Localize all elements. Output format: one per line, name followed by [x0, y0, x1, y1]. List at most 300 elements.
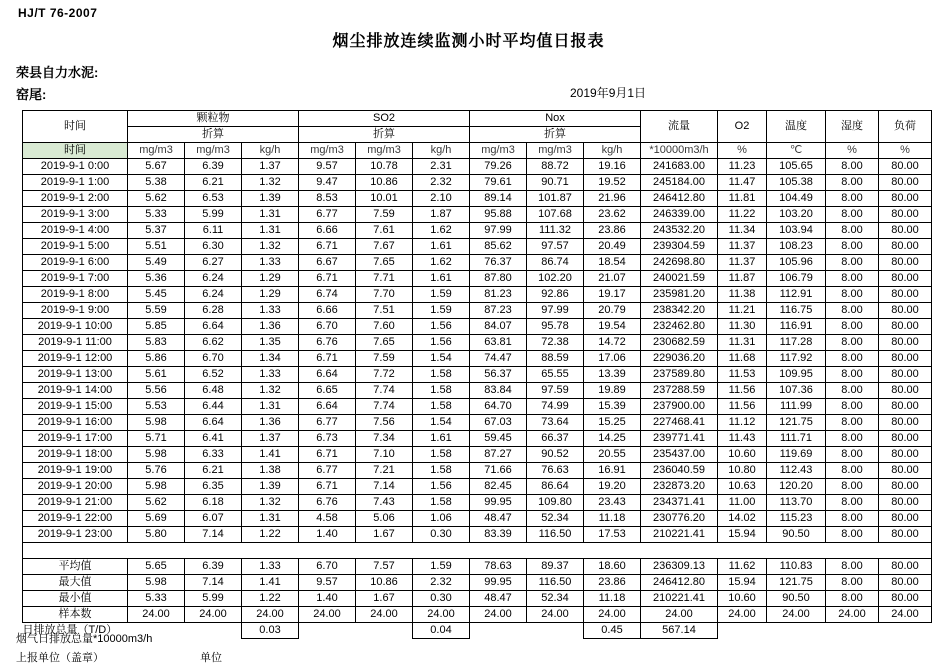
row-value-cell: 8.00	[826, 319, 879, 335]
daily-total-value	[879, 623, 932, 639]
row-value-cell: 111.99	[767, 399, 826, 415]
row-value-cell: 1.58	[413, 367, 470, 383]
table-row	[23, 415, 932, 431]
summary-value-cell: 7.57	[356, 559, 413, 575]
row-value-cell: 1.32	[242, 175, 299, 191]
row-value-cell: 85.62	[470, 239, 527, 255]
row-value-cell: 95.88	[470, 207, 527, 223]
row-value-cell: 86.74	[527, 255, 584, 271]
row-time-cell: 2019-9-1 17:00	[23, 431, 128, 447]
row-value-cell: 246412.80	[641, 191, 718, 207]
row-value-cell: 5.71	[128, 431, 185, 447]
row-value-cell: 1.54	[413, 351, 470, 367]
summary-label-cell: 样本数	[23, 607, 128, 623]
table-row	[23, 479, 932, 495]
table-unit-cell: mg/m3	[356, 143, 413, 159]
row-value-cell: 8.00	[826, 383, 879, 399]
row-value-cell: 1.67	[356, 527, 413, 543]
row-value-cell: 6.64	[299, 367, 356, 383]
table-row	[23, 431, 932, 447]
row-value-cell: 80.00	[879, 335, 932, 351]
row-value-cell: 20.49	[584, 239, 641, 255]
row-value-cell: 21.07	[584, 271, 641, 287]
row-value-cell: 8.00	[826, 159, 879, 175]
row-value-cell: 6.71	[299, 239, 356, 255]
row-value-cell: 80.00	[879, 239, 932, 255]
summary-label-cell: 平均值	[23, 559, 128, 575]
row-value-cell: 6.28	[185, 303, 242, 319]
row-value-cell: 84.07	[470, 319, 527, 335]
row-value-cell: 239304.59	[641, 239, 718, 255]
row-value-cell: 20.55	[584, 447, 641, 463]
summary-value-cell: 116.50	[527, 575, 584, 591]
daily-total-value: 0.03	[242, 623, 299, 639]
row-time-cell: 2019-9-1 2:00	[23, 191, 128, 207]
summary-value-cell: 246412.80	[641, 575, 718, 591]
row-value-cell: 116.91	[767, 319, 826, 335]
table-row	[23, 191, 932, 207]
row-value-cell: 6.77	[299, 463, 356, 479]
row-value-cell: 104.49	[767, 191, 826, 207]
summary-value-cell: 6.39	[185, 559, 242, 575]
row-value-cell: 87.23	[470, 303, 527, 319]
row-value-cell: 5.98	[128, 447, 185, 463]
row-value-cell: 112.43	[767, 463, 826, 479]
spacer-cell	[584, 543, 641, 559]
summary-value-cell: 24.00	[879, 607, 932, 623]
row-value-cell: 81.23	[470, 287, 527, 303]
row-value-cell: 80.00	[879, 431, 932, 447]
row-value-cell: 19.52	[584, 175, 641, 191]
row-value-cell: 79.61	[470, 175, 527, 191]
row-value-cell: 101.87	[527, 191, 584, 207]
row-value-cell: 5.45	[128, 287, 185, 303]
row-value-cell: 80.00	[879, 191, 932, 207]
row-value-cell: 8.00	[826, 463, 879, 479]
row-value-cell: 7.14	[185, 527, 242, 543]
row-value-cell: 105.65	[767, 159, 826, 175]
summary-value-cell: 11.62	[718, 559, 767, 575]
summary-value-cell: 1.67	[356, 591, 413, 607]
table-unit-cell: %	[718, 143, 767, 159]
row-value-cell: 1.59	[413, 287, 470, 303]
summary-value-cell: 236309.13	[641, 559, 718, 575]
row-value-cell: 7.65	[356, 335, 413, 351]
row-value-cell: 1.34	[242, 351, 299, 367]
summary-value-cell: 5.99	[185, 591, 242, 607]
row-value-cell: 6.24	[185, 271, 242, 287]
row-value-cell: 11.34	[718, 223, 767, 239]
table-row	[23, 207, 932, 223]
spacer-cell	[299, 543, 356, 559]
row-value-cell: 67.03	[470, 415, 527, 431]
row-time-cell: 2019-9-1 4:00	[23, 223, 128, 239]
table-unit-cell: mg/m3	[128, 143, 185, 159]
row-value-cell: 109.95	[767, 367, 826, 383]
row-time-cell: 2019-9-1 7:00	[23, 271, 128, 287]
row-value-cell: 15.39	[584, 399, 641, 415]
row-value-cell: 89.14	[470, 191, 527, 207]
row-value-cell: 1.41	[242, 447, 299, 463]
row-value-cell: 80.00	[879, 287, 932, 303]
row-value-cell: 11.68	[718, 351, 767, 367]
summary-value-cell: 210221.41	[641, 591, 718, 607]
row-value-cell: 241683.00	[641, 159, 718, 175]
row-value-cell: 97.57	[527, 239, 584, 255]
row-time-cell: 2019-9-1 15:00	[23, 399, 128, 415]
row-value-cell: 88.72	[527, 159, 584, 175]
row-value-cell: 11.18	[584, 511, 641, 527]
table-row	[23, 367, 932, 383]
summary-value-cell: 24.00	[356, 607, 413, 623]
row-value-cell: 230682.59	[641, 335, 718, 351]
table-header-time: 时间	[23, 143, 128, 159]
table-summary-row	[23, 607, 932, 623]
row-value-cell: 80.00	[879, 255, 932, 271]
row-value-cell: 8.00	[826, 399, 879, 415]
row-value-cell: 1.58	[413, 447, 470, 463]
row-value-cell: 1.40	[299, 527, 356, 543]
row-value-cell: 11.00	[718, 495, 767, 511]
table-unit-cell: kg/h	[413, 143, 470, 159]
row-value-cell: 90.71	[527, 175, 584, 191]
row-value-cell: 80.00	[879, 399, 932, 415]
row-value-cell: 6.21	[185, 175, 242, 191]
row-value-cell: 8.00	[826, 335, 879, 351]
row-value-cell: 7.59	[356, 351, 413, 367]
row-value-cell: 59.45	[470, 431, 527, 447]
row-value-cell: 1.58	[413, 463, 470, 479]
row-value-cell: 121.75	[767, 415, 826, 431]
row-time-cell: 2019-9-1 9:00	[23, 303, 128, 319]
row-value-cell: 18.54	[584, 255, 641, 271]
row-value-cell: 1.62	[413, 255, 470, 271]
row-value-cell: 119.69	[767, 447, 826, 463]
table-row	[23, 159, 932, 175]
row-value-cell: 1.36	[242, 319, 299, 335]
row-value-cell: 1.31	[242, 207, 299, 223]
row-value-cell: 102.20	[527, 271, 584, 287]
row-value-cell: 14.25	[584, 431, 641, 447]
row-value-cell: 6.71	[299, 447, 356, 463]
row-value-cell: 8.53	[299, 191, 356, 207]
row-value-cell: 236040.59	[641, 463, 718, 479]
daily-total-value	[185, 623, 242, 639]
row-value-cell: 1.32	[242, 383, 299, 399]
row-time-cell: 2019-9-1 16:00	[23, 415, 128, 431]
row-value-cell: 80.00	[879, 159, 932, 175]
row-value-cell: 5.62	[128, 495, 185, 511]
row-value-cell: 80.00	[879, 175, 932, 191]
row-value-cell: 5.85	[128, 319, 185, 335]
table-unit-cell: mg/m3	[470, 143, 527, 159]
row-value-cell: 1.56	[413, 319, 470, 335]
row-value-cell: 80.00	[879, 367, 932, 383]
row-value-cell: 7.51	[356, 303, 413, 319]
row-value-cell: 1.54	[413, 415, 470, 431]
row-value-cell: 235437.00	[641, 447, 718, 463]
row-value-cell: 8.00	[826, 495, 879, 511]
row-value-cell: 86.64	[527, 479, 584, 495]
row-value-cell: 80.00	[879, 511, 932, 527]
row-value-cell: 116.50	[527, 527, 584, 543]
row-value-cell: 65.55	[527, 367, 584, 383]
summary-value-cell: 9.57	[299, 575, 356, 591]
row-value-cell: 1.22	[242, 527, 299, 543]
row-value-cell: 1.06	[413, 511, 470, 527]
row-value-cell: 10.86	[356, 175, 413, 191]
report-date: 2019年9月1日	[570, 86, 647, 100]
row-value-cell: 107.68	[527, 207, 584, 223]
table-unit-cell: kg/h	[584, 143, 641, 159]
row-time-cell: 2019-9-1 18:00	[23, 447, 128, 463]
row-value-cell: 16.91	[584, 463, 641, 479]
table-row	[23, 239, 932, 255]
summary-value-cell: 1.33	[242, 559, 299, 575]
table-row	[23, 527, 932, 543]
row-value-cell: 20.79	[584, 303, 641, 319]
table-row	[23, 303, 932, 319]
row-value-cell: 11.31	[718, 335, 767, 351]
row-value-cell: 17.06	[584, 351, 641, 367]
row-value-cell: 237288.59	[641, 383, 718, 399]
row-value-cell: 1.33	[242, 255, 299, 271]
row-value-cell: 8.00	[826, 191, 879, 207]
row-value-cell: 14.72	[584, 335, 641, 351]
table-sub-header-cell: 折算	[128, 127, 299, 143]
row-value-cell: 8.00	[826, 351, 879, 367]
row-value-cell: 11.56	[718, 383, 767, 399]
table-unit-cell: mg/m3	[185, 143, 242, 159]
row-value-cell: 6.11	[185, 223, 242, 239]
row-value-cell: 1.58	[413, 383, 470, 399]
row-value-cell: 11.23	[718, 159, 767, 175]
table-row	[23, 511, 932, 527]
row-value-cell: 6.62	[185, 335, 242, 351]
row-time-cell: 2019-9-1 21:00	[23, 495, 128, 511]
daily-total-value	[718, 623, 767, 639]
summary-value-cell: 23.86	[584, 575, 641, 591]
row-value-cell: 10.80	[718, 463, 767, 479]
row-value-cell: 1.37	[242, 159, 299, 175]
row-value-cell: 76.63	[527, 463, 584, 479]
daily-total-value	[527, 623, 584, 639]
table-unit-cell: mg/m3	[527, 143, 584, 159]
table-row	[23, 255, 932, 271]
spacer-cell	[23, 543, 128, 559]
row-value-cell: 6.27	[185, 255, 242, 271]
row-value-cell: 117.92	[767, 351, 826, 367]
summary-value-cell: 8.00	[826, 559, 879, 575]
footnote-reporting-unit: 上报单位（盖章）	[16, 652, 104, 664]
row-value-cell: 6.35	[185, 479, 242, 495]
row-value-cell: 237900.00	[641, 399, 718, 415]
row-value-cell: 9.47	[299, 175, 356, 191]
row-value-cell: 6.66	[299, 303, 356, 319]
row-value-cell: 11.81	[718, 191, 767, 207]
row-value-cell: 7.70	[356, 287, 413, 303]
summary-value-cell: 2.32	[413, 575, 470, 591]
row-value-cell: 80.00	[879, 527, 932, 543]
row-value-cell: 97.59	[527, 383, 584, 399]
table-unit-cell: mg/m3	[299, 143, 356, 159]
table-spacer-row	[23, 543, 932, 559]
summary-value-cell: 24.00	[718, 607, 767, 623]
row-value-cell: 6.74	[299, 287, 356, 303]
row-value-cell: 5.37	[128, 223, 185, 239]
table-group-header-row	[23, 111, 932, 127]
document-code: HJ/T 76-2007	[18, 6, 98, 20]
row-value-cell: 6.30	[185, 239, 242, 255]
summary-label-cell: 最大值	[23, 575, 128, 591]
row-value-cell: 8.00	[826, 479, 879, 495]
summary-value-cell: 24.00	[299, 607, 356, 623]
row-value-cell: 8.00	[826, 223, 879, 239]
row-value-cell: 5.56	[128, 383, 185, 399]
summary-value-cell: 1.40	[299, 591, 356, 607]
row-value-cell: 7.67	[356, 239, 413, 255]
row-value-cell: 19.17	[584, 287, 641, 303]
row-value-cell: 10.60	[718, 447, 767, 463]
row-value-cell: 13.39	[584, 367, 641, 383]
row-value-cell: 80.00	[879, 383, 932, 399]
row-value-cell: 237589.80	[641, 367, 718, 383]
table-summary-row	[23, 575, 932, 591]
spacer-cell	[879, 543, 932, 559]
row-value-cell: 8.00	[826, 255, 879, 271]
row-value-cell: 10.01	[356, 191, 413, 207]
row-value-cell: 5.86	[128, 351, 185, 367]
row-value-cell: 83.39	[470, 527, 527, 543]
row-value-cell: 52.34	[527, 511, 584, 527]
row-value-cell: 1.29	[242, 287, 299, 303]
row-value-cell: 1.31	[242, 399, 299, 415]
spacer-cell	[641, 543, 718, 559]
row-time-cell: 2019-9-1 11:00	[23, 335, 128, 351]
row-value-cell: 7.34	[356, 431, 413, 447]
row-value-cell: 6.64	[185, 415, 242, 431]
row-time-cell: 2019-9-1 10:00	[23, 319, 128, 335]
company-name: 荣县自力水泥:	[16, 65, 99, 80]
row-value-cell: 6.67	[299, 255, 356, 271]
row-value-cell: 1.61	[413, 239, 470, 255]
row-value-cell: 6.24	[185, 287, 242, 303]
row-value-cell: 87.80	[470, 271, 527, 287]
row-value-cell: 105.38	[767, 175, 826, 191]
row-value-cell: 5.99	[185, 207, 242, 223]
row-value-cell: 1.32	[242, 239, 299, 255]
summary-value-cell: 15.94	[718, 575, 767, 591]
row-value-cell: 115.23	[767, 511, 826, 527]
table-row	[23, 351, 932, 367]
summary-label-cell: 最小值	[23, 591, 128, 607]
row-value-cell: 80.00	[879, 223, 932, 239]
summary-value-cell: 0.30	[413, 591, 470, 607]
spacer-cell	[527, 543, 584, 559]
row-value-cell: 1.56	[413, 479, 470, 495]
row-value-cell: 10.78	[356, 159, 413, 175]
row-value-cell: 7.61	[356, 223, 413, 239]
table-row	[23, 175, 932, 191]
row-value-cell: 11.12	[718, 415, 767, 431]
row-value-cell: 11.22	[718, 207, 767, 223]
row-value-cell: 10.63	[718, 479, 767, 495]
summary-value-cell: 90.50	[767, 591, 826, 607]
daily-total-value: 0.45	[584, 623, 641, 639]
table-group-header-cell: SO2	[299, 111, 470, 127]
row-value-cell: 1.61	[413, 431, 470, 447]
row-value-cell: 66.37	[527, 431, 584, 447]
row-time-cell: 2019-9-1 8:00	[23, 287, 128, 303]
row-value-cell: 80.00	[879, 351, 932, 367]
row-value-cell: 111.71	[767, 431, 826, 447]
row-value-cell: 1.58	[413, 399, 470, 415]
row-value-cell: 5.80	[128, 527, 185, 543]
row-value-cell: 11.21	[718, 303, 767, 319]
summary-value-cell: 10.60	[718, 591, 767, 607]
row-value-cell: 11.30	[718, 319, 767, 335]
row-value-cell: 80.00	[879, 319, 932, 335]
row-value-cell: 8.00	[826, 431, 879, 447]
row-value-cell: 1.38	[242, 463, 299, 479]
summary-value-cell: 48.47	[470, 591, 527, 607]
daily-total-row	[23, 623, 932, 639]
summary-value-cell: 24.00	[641, 607, 718, 623]
summary-value-cell: 80.00	[879, 591, 932, 607]
row-value-cell: 90.52	[527, 447, 584, 463]
row-value-cell: 63.81	[470, 335, 527, 351]
row-value-cell: 95.78	[527, 319, 584, 335]
row-value-cell: 106.79	[767, 271, 826, 287]
row-value-cell: 6.64	[299, 399, 356, 415]
summary-value-cell: 18.60	[584, 559, 641, 575]
spacer-cell	[242, 543, 299, 559]
summary-value-cell: 11.18	[584, 591, 641, 607]
table-row	[23, 335, 932, 351]
row-time-cell: 2019-9-1 6:00	[23, 255, 128, 271]
row-value-cell: 6.77	[299, 415, 356, 431]
row-value-cell: 74.99	[527, 399, 584, 415]
row-value-cell: 6.64	[185, 319, 242, 335]
summary-value-cell: 24.00	[767, 607, 826, 623]
row-value-cell: 105.96	[767, 255, 826, 271]
row-value-cell: 7.60	[356, 319, 413, 335]
footnote-unit-label: 单位	[200, 652, 222, 664]
table-group-header-cell: 颗粒物	[128, 111, 299, 127]
row-value-cell: 9.57	[299, 159, 356, 175]
row-value-cell: 5.49	[128, 255, 185, 271]
table-group-header-cell: 温度	[767, 111, 826, 143]
row-value-cell: 246339.00	[641, 207, 718, 223]
row-time-cell: 2019-9-1 23:00	[23, 527, 128, 543]
row-value-cell: 19.16	[584, 159, 641, 175]
row-value-cell: 1.33	[242, 303, 299, 319]
row-value-cell: 6.52	[185, 367, 242, 383]
row-value-cell: 5.51	[128, 239, 185, 255]
row-value-cell: 1.29	[242, 271, 299, 287]
row-value-cell: 6.44	[185, 399, 242, 415]
row-value-cell: 5.98	[128, 479, 185, 495]
row-value-cell: 23.43	[584, 495, 641, 511]
summary-value-cell: 24.00	[470, 607, 527, 623]
row-value-cell: 5.53	[128, 399, 185, 415]
row-value-cell: 1.33	[242, 367, 299, 383]
row-value-cell: 103.20	[767, 207, 826, 223]
row-value-cell: 113.70	[767, 495, 826, 511]
row-value-cell: 6.66	[299, 223, 356, 239]
row-value-cell: 1.31	[242, 511, 299, 527]
summary-value-cell: 1.59	[413, 559, 470, 575]
